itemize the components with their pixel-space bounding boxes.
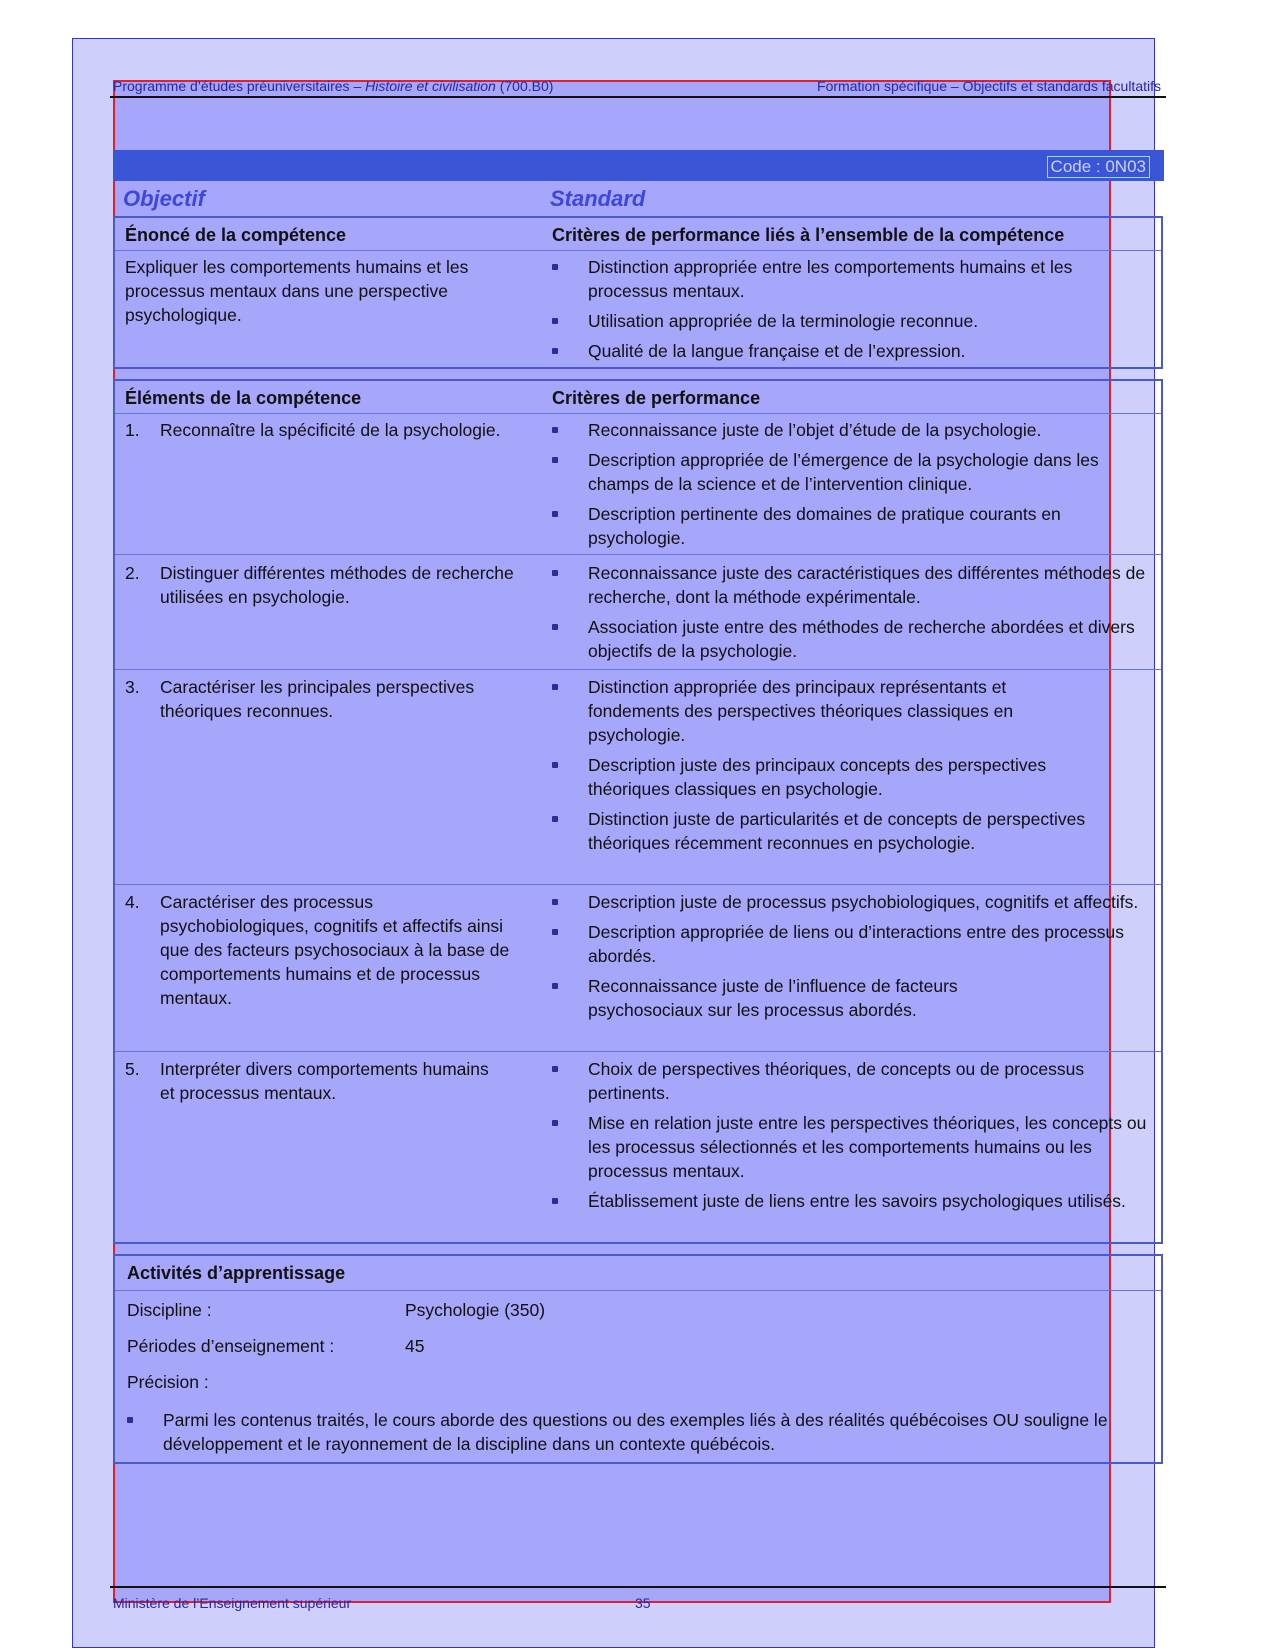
- heading-standard: Standard: [550, 186, 646, 211]
- activites-box: [113, 1254, 1163, 1464]
- enonce-header: Énoncé de la compétence: [125, 225, 347, 245]
- elements-table: [113, 379, 1163, 1244]
- critere-item: Description pertinente des domaines de pratique courants en psychologie.: [552, 502, 1155, 550]
- criteres-header: Critères de performance: [552, 388, 761, 408]
- row-divider: [115, 669, 1161, 670]
- precision-label: Précision :: [127, 1372, 209, 1392]
- ministry-name: Ministère de l’Enseignement supérieur: [113, 1595, 352, 1611]
- element-number: 4.: [125, 892, 140, 912]
- element-text: Caractériser des processus psychobiologiques, cognitifs et affectifs ainsi que des facteurs psychosociaux à la base de comportements humains et de processus mentaux.: [160, 892, 510, 1008]
- element-number: 5.: [125, 1059, 140, 1079]
- criteres-list-2: [552, 561, 1155, 669]
- criteres-list-1: [552, 418, 1155, 556]
- criteres-ensemble-list: [552, 255, 1152, 369]
- critere-item: Reconnaissance juste des caractéristiques des différentes méthodes de recherche, dont la méthode expérimentale.: [552, 561, 1155, 609]
- discipline-label: Discipline :: [127, 1300, 212, 1320]
- elements-header: Éléments de la compétence: [125, 388, 362, 408]
- row-divider: [115, 413, 1161, 414]
- critere-item: Utilisation appropriée de la terminologie reconnue.: [552, 309, 1152, 333]
- critere-item: Description juste des principaux concepts des perspectives théoriques classiques en psychologie.: [552, 753, 1108, 801]
- course-code: Code : 0N03: [1047, 156, 1150, 178]
- periodes-label: Périodes d’enseignement :: [127, 1336, 335, 1356]
- critere-item: Distinction juste de particularités et de concepts de perspectives théoriques récemment reconnues en psychologie.: [552, 807, 1092, 855]
- critere-item: Distinction appropriée entre les comportements humains et les processus mentaux.: [552, 255, 1152, 303]
- footer-rule: [110, 1586, 1166, 1588]
- periodes-value: 45: [405, 1336, 425, 1356]
- header-rule: [110, 96, 1166, 98]
- critere-item: Description appropriée de liens ou d’interactions entre des processus abordés.: [552, 920, 1142, 968]
- critere-item: Description juste de processus psychobiologiques, cognitifs et affectifs.: [552, 890, 1142, 914]
- row-divider: [115, 1290, 1161, 1291]
- code-band: [113, 150, 1164, 181]
- section-name: Formation spécifique – Objectifs et standards facultatifs: [817, 78, 1161, 94]
- critere-item: Mise en relation juste entre les perspectives théoriques, les concepts ou les processus sélectionnés et les comportements humains ou les processus mentaux.: [552, 1111, 1155, 1183]
- critere-item: Description appropriée de l’émergence de la psychologie dans les champs de la science et de l’intervention clinique.: [552, 448, 1155, 496]
- competence-table: [113, 216, 1163, 369]
- critere-item: Établissement juste de liens entre les savoirs psychologiques utilisés.: [552, 1189, 1155, 1213]
- critere-item: Association juste entre des méthodes de recherche abordées et divers objectifs de la psychologie.: [552, 615, 1155, 663]
- row-divider: [115, 1051, 1161, 1052]
- element-number: 2.: [125, 563, 140, 583]
- critere-item: Reconnaissance juste de l’influence de facteurs psychosociaux sur les processus abordés.: [552, 974, 1068, 1022]
- element-text: Reconnaître la spécificité de la psychologie.: [160, 420, 501, 440]
- element-row-1: [125, 418, 530, 518]
- element-number: 1.: [125, 420, 140, 440]
- element-text: Distinguer différentes méthodes de recherche utilisées en psychologie.: [160, 563, 514, 607]
- running-header: [113, 78, 1161, 94]
- criteres-list-3: [552, 675, 1092, 861]
- enonce-text: Expliquer les comportements humains et les processus mentaux dans une perspective psychologique.: [125, 257, 469, 325]
- element-number: 3.: [125, 677, 140, 697]
- precision-list: [127, 1408, 1147, 1462]
- row-divider: [115, 250, 1161, 251]
- criteres-list-4: [552, 890, 1142, 1028]
- criteres-ensemble-header: Critères de performance liés à l’ensemble de la compétence: [552, 225, 1065, 245]
- criteres-list-5: [552, 1057, 1155, 1219]
- running-footer: [113, 1595, 653, 1611]
- column-headings: [123, 186, 1163, 212]
- precision-item: Parmi les contenus traités, le cours aborde des questions ou des exemples liés à des réalités québécoises OU souligne le développement et le rayonnement de la discipline dans un contexte québécois.: [127, 1408, 1147, 1456]
- critere-item: Choix de perspectives théoriques, de concepts ou de processus pertinents.: [552, 1057, 1108, 1105]
- element-text: Caractériser les principales perspectives théoriques reconnues.: [160, 677, 475, 721]
- page-number: 35: [635, 1595, 651, 1611]
- discipline-value: Psychologie (350): [405, 1300, 546, 1320]
- element-text: Interpréter divers comportements humains et processus mentaux.: [160, 1059, 489, 1103]
- program-name: Programme d’études préuniversitaires – Histoire et civilisation (700.B0): [113, 78, 554, 94]
- row-divider: [115, 884, 1161, 885]
- critere-item: Distinction appropriée des principaux représentants et fondements des perspectives théoriques classiques en psychologie.: [552, 675, 1092, 747]
- activites-title: Activités d’apprentissage: [127, 1263, 346, 1283]
- critere-item: Reconnaissance juste de l’objet d’étude de la psychologie.: [552, 418, 1155, 442]
- critere-item: Qualité de la langue française et de l’expression.: [552, 339, 1152, 363]
- heading-objectif: Objectif: [123, 186, 205, 211]
- row-divider: [115, 554, 1161, 555]
